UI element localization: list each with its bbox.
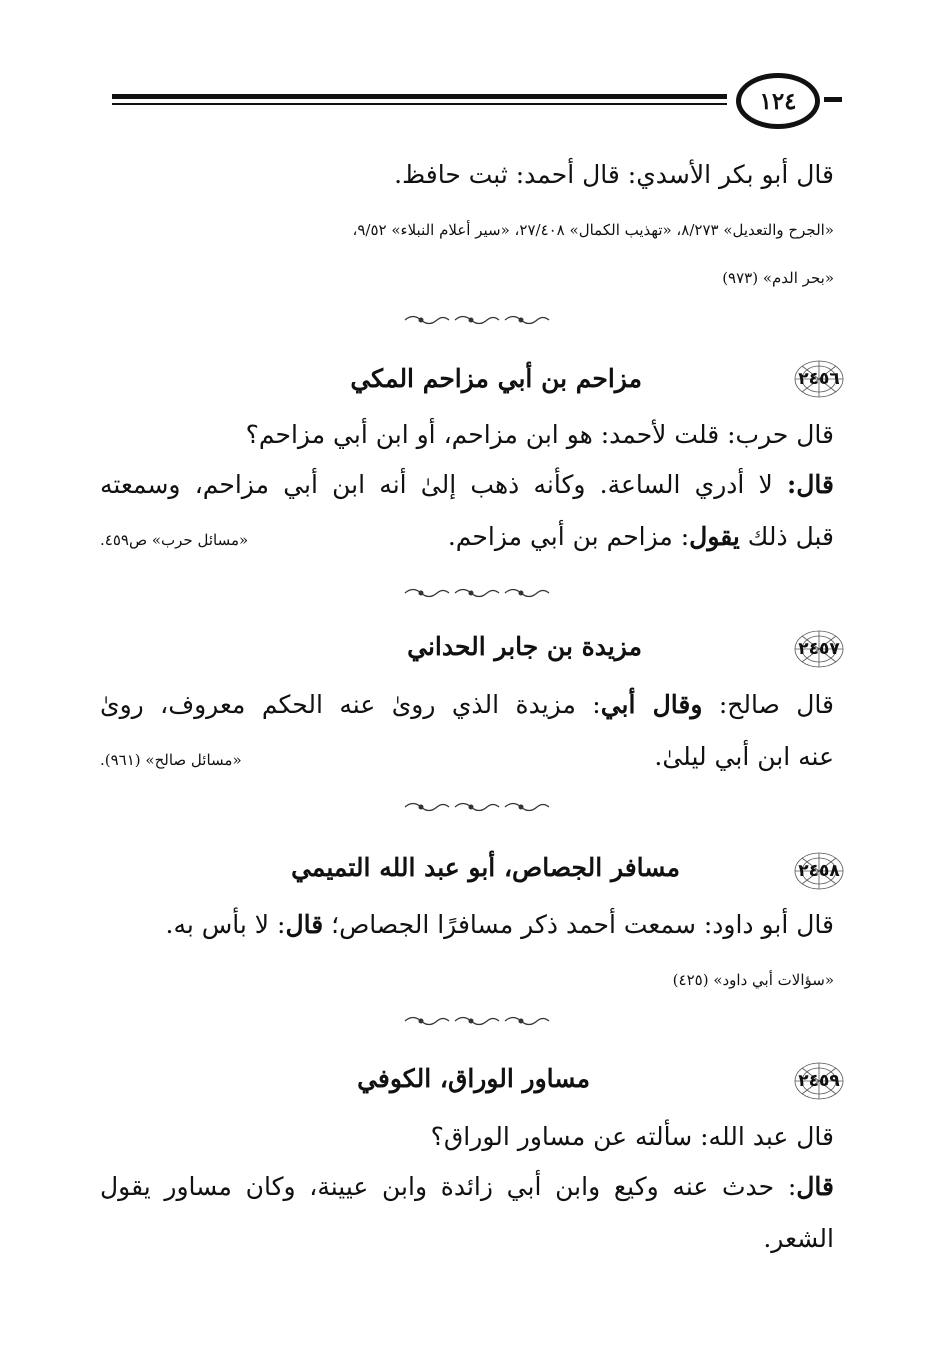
entry-bold-text: قال: [285, 910, 324, 939]
entry-text: قال صالح:: [702, 690, 834, 719]
entry-number: ٢٤٥٦: [798, 369, 840, 389]
entry-title: مزاحم بن أبي مزاحم المكي: [350, 364, 642, 393]
entry-title: مسافر الجصاص، أبو عبد الله التميمي: [291, 853, 680, 882]
entry-text-line: [100, 690, 834, 720]
entry-text-line: [100, 522, 834, 552]
top-reference-2: «بحر الدم» (٩٧٣): [722, 269, 834, 287]
entry-reference: «مسائل حرب» ص٤٥٩.: [100, 531, 249, 549]
entry-bold-text: قال: [796, 1172, 834, 1201]
entry-text-line: [100, 742, 834, 772]
top-reference-1: «الجرح والتعديل» ٨/٢٧٣، «تهذيب الكمال» ٢٧/٤٠٨، «سير أعلام النبلاء» ٩/٥٢،: [352, 221, 834, 239]
ornament-separator: [400, 313, 555, 327]
header-rule-tail: [824, 97, 842, 102]
entry-bold-text: وقال أبي: [600, 690, 703, 719]
ornament-separator: [400, 800, 555, 814]
top-text: قال أبو بكر الأسدي: قال أحمد: ثبت حافظ.: [394, 160, 834, 189]
entry-text-line: [100, 1224, 834, 1254]
entry-number-badge: [792, 850, 846, 892]
header-rule: [112, 94, 727, 99]
entry-text: قال أبو داود: سمعت أحمد ذكر مسافرًا الجصاص؛: [323, 910, 834, 939]
entry-number: ٢٤٥٩: [798, 1071, 840, 1091]
entry-reference: «سؤالات أبي داود» (٤٢٥): [672, 971, 834, 989]
entry-text: قال حرب: قلت لأحمد: هو ابن مزاحم، أو ابن أبي مزاحم؟: [245, 420, 834, 449]
page-number: ١٢٤: [736, 73, 820, 129]
entry-number: ٢٤٥٧: [798, 639, 840, 659]
entry-text-line: [100, 1122, 834, 1152]
entry-text: : مزاحم بن أبي مزاحم.: [447, 522, 690, 551]
entry-text-line: [100, 1172, 834, 1202]
top-text-line: [100, 160, 834, 190]
entry-text: : حدث عنه وكيع وابن أبي زائدة وابن عيينة، وكان مساور يقول: [100, 1172, 797, 1201]
entry-number-badge: [792, 628, 846, 670]
entry-text-line: [100, 910, 834, 940]
entry-number-badge: [792, 1060, 846, 1102]
entry-reference: «مسائل صالح» (٩٦١).: [100, 751, 242, 769]
entry-text-line: [100, 470, 834, 500]
entry-text: : مزيدة الذي روىٰ عنه الحكم معروف، روىٰ: [100, 690, 601, 719]
entry-text: قبل ذلك: [739, 522, 834, 551]
entry-text-line: [100, 420, 834, 450]
header-rule-thin: [112, 103, 727, 105]
entry-text: الشعر.: [763, 1224, 834, 1253]
entry-text: قال عبد الله: سألته عن مساور الوراق؟: [430, 1122, 834, 1151]
entry-text: : لا بأس به.: [165, 910, 286, 939]
top-reference-line: [100, 212, 834, 242]
entry-number-badge: [792, 358, 846, 400]
entry-bold-text: قال:: [787, 470, 834, 499]
ornament-separator: [400, 586, 555, 600]
entry-text: عنه ابن أبي ليلىٰ.: [654, 742, 834, 771]
entry-title: مزيدة بن جابر الحداني: [407, 632, 642, 661]
ornament-separator: [400, 1014, 555, 1028]
top-reference-line-2: [100, 260, 834, 290]
entry-text: لا أدري الساعة. وكأنه ذهب إلىٰ أنه ابن أبي مزاحم، وسمعته: [100, 470, 788, 499]
entry-reference-line: [100, 962, 834, 992]
page-header: [112, 72, 842, 134]
entry-number: ٢٤٥٨: [798, 861, 840, 881]
entry-title: مساور الوراق، الكوفي: [357, 1064, 590, 1093]
entry-bold-text: يقول: [689, 522, 740, 551]
entry-text-group: [448, 522, 834, 552]
